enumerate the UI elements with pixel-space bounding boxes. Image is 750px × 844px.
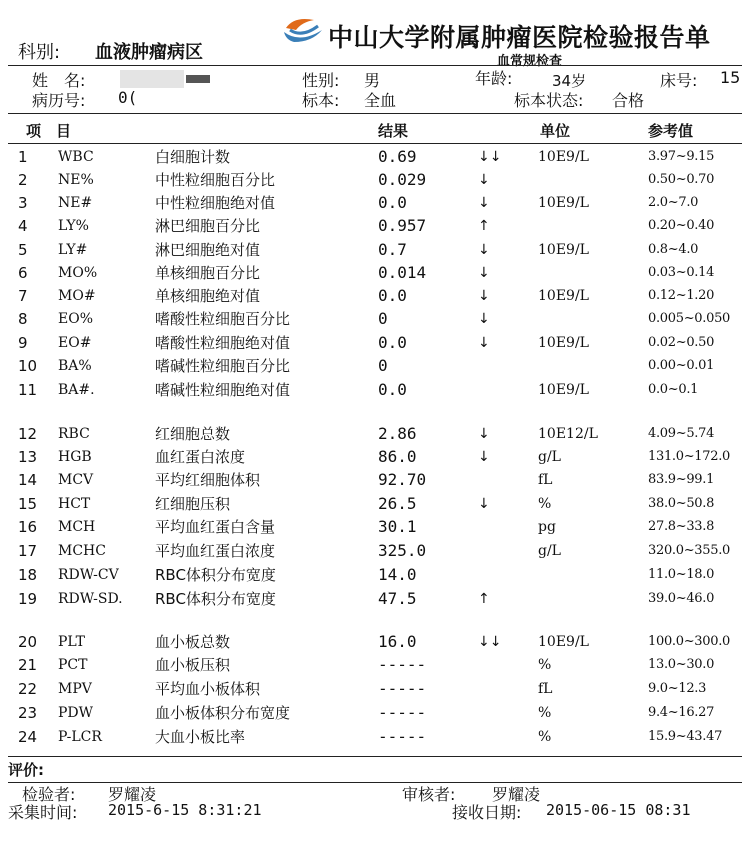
row-code: PLT [58, 634, 85, 650]
row-code: BA#. [58, 382, 95, 398]
row-result: 30.1 [378, 517, 417, 536]
row-item-name: 嗜酸性粒细胞百分比 [155, 310, 291, 328]
row-item-name: 单核细胞绝对值 [155, 287, 261, 305]
row-unit: % [538, 657, 552, 673]
row-code: MCH [58, 519, 96, 535]
row-number: 18 [18, 566, 38, 584]
row-reference: 15.9~43.47 [648, 729, 723, 744]
row-flag: ↓ [478, 311, 490, 327]
tester-label: 检验者: [22, 785, 76, 804]
row-number: 21 [18, 656, 38, 674]
row-number: 2 [18, 171, 28, 189]
row-flag: ↓ [478, 242, 490, 258]
row-code: PCT [58, 657, 88, 673]
row-flag: ↓ [478, 426, 490, 442]
row-reference: 0.03~0.14 [648, 265, 715, 280]
report-subtitle: 血常规检查 [497, 54, 563, 69]
row-reference: 0.12~1.20 [648, 288, 715, 303]
row-reference: 13.0~30.0 [648, 657, 715, 672]
row-result: ----- [378, 655, 427, 674]
row-number: 14 [18, 471, 38, 489]
row-flag: ↓ [478, 335, 490, 351]
row-code: NE# [58, 195, 93, 211]
row-number: 10 [18, 357, 38, 375]
row-number: 13 [18, 448, 38, 466]
row-number: 16 [18, 518, 38, 536]
row-reference: 9.4~16.27 [648, 705, 715, 720]
row-item-name: 平均血小板体积 [155, 680, 261, 698]
row-item-name: 红细胞总数 [155, 425, 231, 443]
row-result: ----- [378, 703, 427, 722]
row-item-name: RBC体积分布宽度 [155, 566, 276, 584]
row-number: 6 [18, 264, 28, 282]
row-code: MCHC [58, 543, 106, 559]
row-reference: 0.20~0.40 [648, 218, 715, 233]
collect-time-label: 采集时间: [8, 803, 78, 822]
row-item-name: 单核细胞百分比 [155, 264, 261, 282]
row-unit: fL [538, 472, 553, 488]
gender-label: 性别: [302, 71, 340, 90]
row-unit: fL [538, 681, 553, 697]
row-reference: 9.0~12.3 [648, 681, 707, 696]
row-code: LY# [58, 242, 88, 258]
row-reference: 0.0~0.1 [648, 382, 699, 397]
row-unit: % [538, 705, 552, 721]
row-code: RBC [58, 426, 90, 442]
row-result: 0 [378, 309, 388, 328]
row-flag: ↓ [478, 496, 490, 512]
row-unit: g/L [538, 449, 561, 465]
row-number: 9 [18, 334, 28, 352]
row-result: 0.0 [378, 286, 407, 305]
row-unit: 10E9/L [538, 195, 589, 211]
row-result: 0.7 [378, 240, 407, 259]
row-number: 1 [18, 148, 28, 166]
row-unit: g/L [538, 543, 561, 559]
evaluation-label: 评价: [8, 761, 44, 779]
department-value: 血液肿瘤病区 [95, 42, 203, 63]
receive-date-value: 2015-06-15 08:31 [546, 801, 691, 819]
gender-value: 男 [364, 71, 381, 90]
row-reference: 2.0~7.0 [648, 195, 699, 210]
row-code: BA% [58, 358, 92, 374]
row-item-name: 中性粒细胞绝对值 [155, 194, 276, 212]
specimen-status-label: 标本状态: [514, 91, 584, 110]
row-flag: ↓↓ [478, 634, 502, 650]
row-result: 0.957 [378, 216, 427, 235]
row-unit: 10E12/L [538, 426, 598, 442]
row-flag: ↑ [478, 591, 490, 607]
row-code: HCT [58, 496, 91, 512]
col-header-unit: 单位 [540, 122, 571, 140]
table-bottom-rule [8, 756, 742, 757]
row-unit: 10E9/L [538, 335, 589, 351]
row-code: RDW-CV [58, 567, 119, 583]
record-label: 病历号: [32, 91, 86, 110]
row-reference: 0.00~0.01 [648, 358, 715, 373]
row-result: 92.70 [378, 470, 427, 489]
row-item-name: 白细胞计数 [155, 148, 231, 166]
row-result: 0.0 [378, 380, 407, 399]
bed-label: 床号: [660, 71, 698, 90]
row-reference: 4.09~5.74 [648, 426, 715, 441]
row-result: 0.014 [378, 263, 427, 282]
row-code: MO% [58, 265, 98, 281]
row-number: 20 [18, 633, 38, 651]
row-unit: 10E9/L [538, 382, 589, 398]
row-unit: 10E9/L [538, 242, 589, 258]
row-item-name: 平均血红蛋白含量 [155, 518, 276, 536]
row-number: 17 [18, 542, 38, 560]
department-label: 科别: [18, 42, 61, 63]
tester-value: 罗耀凌 [108, 785, 157, 804]
bed-value: 15 [720, 68, 741, 87]
row-reference: 0.005~0.050 [648, 311, 731, 326]
row-code: WBC [58, 149, 94, 165]
row-code: NE% [58, 172, 94, 188]
reviewer-value: 罗耀凌 [492, 785, 541, 804]
row-flag: ↓↓ [478, 149, 502, 165]
col-header-ref: 参考值 [648, 122, 694, 140]
row-item-name: 血红蛋白浓度 [155, 448, 246, 466]
row-reference: 100.0~300.0 [648, 634, 731, 649]
row-item-name: 平均血红蛋白浓度 [155, 542, 276, 560]
row-unit: 10E9/L [538, 634, 589, 650]
row-reference: 39.0~46.0 [648, 591, 715, 606]
row-reference: 0.50~0.70 [648, 172, 715, 187]
row-number: 22 [18, 680, 38, 698]
row-result: 14.0 [378, 565, 417, 584]
row-reference: 0.02~0.50 [648, 335, 715, 350]
row-code: P-LCR [58, 729, 102, 745]
row-code: HGB [58, 449, 92, 465]
row-result: ----- [378, 679, 427, 698]
row-unit: pg [538, 519, 556, 535]
row-reference: 131.0~172.0 [648, 449, 731, 464]
row-unit: % [538, 496, 552, 512]
row-result: 2.86 [378, 424, 417, 443]
row-code: MO# [58, 288, 96, 304]
row-number: 15 [18, 495, 38, 513]
specimen-value: 全血 [364, 91, 397, 110]
row-reference: 11.0~18.0 [648, 567, 715, 582]
row-result: ----- [378, 727, 427, 746]
row-flag: ↓ [478, 172, 490, 188]
row-item-name: 红细胞压积 [155, 495, 231, 513]
row-result: 0.0 [378, 193, 407, 212]
reviewer-label: 审核者: [402, 785, 456, 804]
row-item-name: 中性粒细胞百分比 [155, 171, 276, 189]
row-number: 24 [18, 728, 38, 746]
row-code: RDW-SD. [58, 591, 123, 607]
row-number: 23 [18, 704, 38, 722]
row-result: 0 [378, 356, 388, 375]
row-number: 12 [18, 425, 38, 443]
specimen-label: 标本: [302, 91, 340, 110]
row-number: 19 [18, 590, 38, 608]
row-code: EO# [58, 335, 92, 351]
row-item-name: 血小板总数 [155, 633, 231, 651]
row-result: 16.0 [378, 632, 417, 651]
row-flag: ↓ [478, 288, 490, 304]
col-header-result: 结果 [378, 122, 409, 140]
age-value: 34岁 [552, 72, 587, 90]
row-flag: ↑ [478, 218, 490, 234]
specimen-status-value: 合格 [612, 91, 645, 110]
row-flag: ↓ [478, 265, 490, 281]
row-result: 26.5 [378, 494, 417, 513]
row-flag: ↓ [478, 449, 490, 465]
row-number: 4 [18, 217, 28, 235]
row-item-name: 嗜酸性粒细胞绝对值 [155, 334, 291, 352]
row-number: 8 [18, 310, 28, 328]
row-item-name: 淋巴细胞百分比 [155, 217, 261, 235]
row-reference: 0.8~4.0 [648, 242, 699, 257]
row-item-name: 平均红细胞体积 [155, 471, 261, 489]
row-unit: 10E9/L [538, 149, 589, 165]
row-item-name: 嗜碱性粒细胞绝对值 [155, 381, 291, 399]
row-flag: ↓ [478, 195, 490, 211]
row-number: 11 [18, 381, 38, 399]
row-result: 47.5 [378, 589, 417, 608]
row-item-name: 嗜碱性粒细胞百分比 [155, 357, 291, 375]
row-reference: 83.9~99.1 [648, 472, 715, 487]
row-result: 0.0 [378, 333, 407, 352]
receive-date-label: 接收日期: [452, 803, 522, 822]
hospital-title: 中山大学附属肿瘤医院检验报告单 [328, 23, 711, 52]
row-reference: 38.0~50.8 [648, 496, 715, 511]
age-label: 年龄: [475, 69, 513, 88]
row-reference: 320.0~355.0 [648, 543, 731, 558]
row-result: 0.029 [378, 170, 427, 189]
row-code: EO% [58, 311, 93, 327]
row-item-name: 大血小板比率 [155, 728, 246, 746]
row-number: 3 [18, 194, 28, 212]
row-number: 7 [18, 287, 28, 305]
record-value: 0( [118, 88, 138, 107]
row-code: LY% [58, 218, 89, 234]
name-label: 姓 名: [32, 71, 86, 90]
row-result: 0.69 [378, 147, 417, 166]
row-result: 325.0 [378, 541, 427, 560]
row-code: PDW [58, 705, 94, 721]
row-result: 86.0 [378, 447, 417, 466]
row-item-name: 血小板压积 [155, 656, 231, 674]
row-code: MCV [58, 472, 94, 488]
row-unit: % [538, 729, 552, 745]
row-number: 5 [18, 241, 28, 259]
collect-time-value: 2015-6-15 8:31:21 [108, 801, 262, 819]
row-item-name: 血小板体积分布宽度 [155, 704, 291, 722]
row-reference: 3.97~9.15 [648, 149, 715, 164]
row-code: MPV [58, 681, 92, 697]
row-unit: 10E9/L [538, 288, 589, 304]
row-item-name: RBC体积分布宽度 [155, 590, 276, 608]
row-reference: 27.8~33.8 [648, 519, 715, 534]
row-item-name: 淋巴细胞绝对值 [155, 241, 261, 259]
col-header-item: 项 目 [26, 122, 72, 140]
